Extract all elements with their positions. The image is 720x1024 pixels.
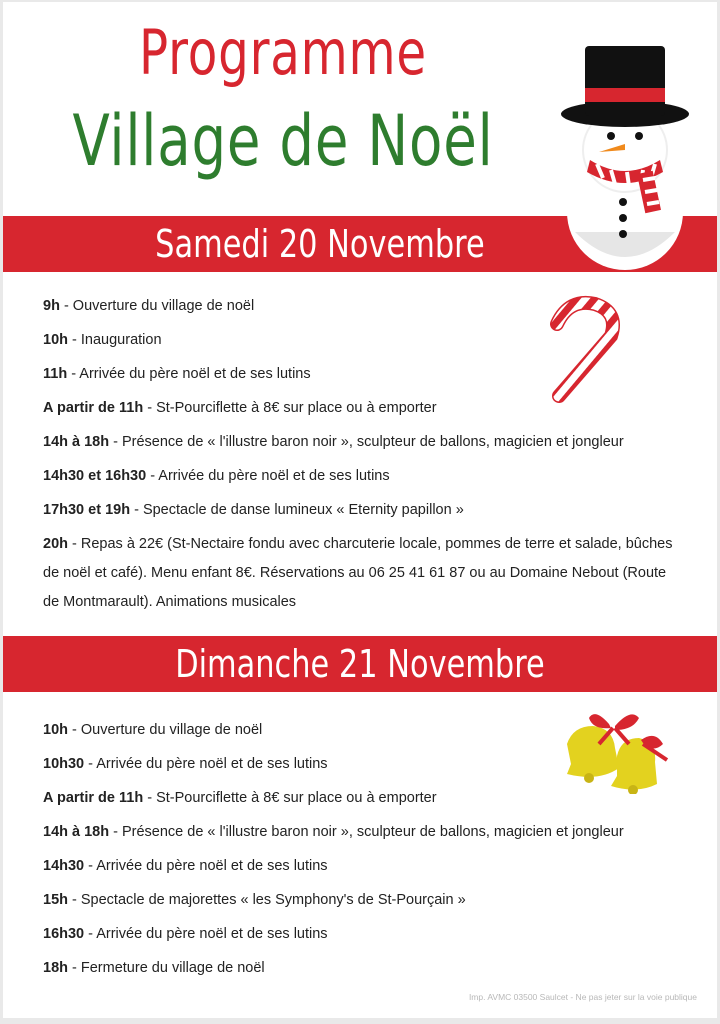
item-time: 18h bbox=[43, 960, 68, 976]
day1-item bbox=[43, 298, 254, 314]
day2-item bbox=[43, 824, 624, 840]
item-text: - Arrivée du père noël et de ses lutins bbox=[146, 468, 390, 484]
item-text: - Arrivée du père noël et de ses lutins bbox=[84, 756, 328, 772]
item-time: 14h à 18h bbox=[43, 434, 110, 450]
day1-item bbox=[43, 502, 464, 518]
snowman-icon bbox=[555, 32, 695, 272]
candy-cane-icon bbox=[539, 294, 629, 404]
day1-item bbox=[43, 530, 683, 617]
footer-imprint: Imp. AVMC 03500 Saulcet - Ne pas jeter sur la voie publique bbox=[468, 992, 697, 1002]
day1-item bbox=[43, 468, 390, 484]
item-time: 14h30 et 16h30 bbox=[43, 468, 147, 484]
poster bbox=[3, 2, 717, 1018]
item-time: A partir de 11h bbox=[43, 790, 144, 806]
item-time: 17h30 et 19h bbox=[43, 502, 131, 518]
item-text: - St-Pourciflette à 8€ sur place ou à emporter bbox=[143, 790, 437, 806]
day2-item bbox=[43, 960, 265, 976]
day2-item bbox=[43, 722, 262, 738]
item-time: 14h30 bbox=[43, 858, 85, 874]
title-programme: Programme bbox=[139, 16, 427, 89]
item-text: - Spectacle de danse lumineux « Eternity papillon » bbox=[130, 502, 464, 518]
day2-heading: Dimanche 21 Novembre bbox=[175, 642, 545, 686]
day2-heading-band bbox=[3, 636, 717, 692]
day2-item bbox=[43, 892, 466, 908]
item-text: - Repas à 22€ (St-Nectaire fondu avec charcuterie locale, pommes de terre et salade, bûches de noël et café). Menu enfant 8€. Réservations au 06 25 41 61 87 ou au Domaine Nebout (Route de Montmarault). Animations musicales bbox=[43, 536, 673, 610]
item-time: 10h30 bbox=[43, 756, 85, 772]
item-text: - Inauguration bbox=[68, 332, 162, 348]
day1-item bbox=[43, 400, 437, 416]
item-time: A partir de 11h bbox=[43, 400, 144, 416]
day2-item bbox=[43, 926, 328, 942]
item-text: - St-Pourciflette à 8€ sur place ou à emporter bbox=[143, 400, 437, 416]
item-text: - Arrivée du père noël et de ses lutins bbox=[67, 366, 311, 382]
item-time: 9h bbox=[43, 298, 60, 314]
item-time: 14h à 18h bbox=[43, 824, 110, 840]
day2-item bbox=[43, 790, 437, 806]
item-time: 15h bbox=[43, 892, 68, 908]
title-village-de-noel: Village de Noël bbox=[72, 100, 494, 182]
item-time: 10h bbox=[43, 722, 68, 738]
day1-item bbox=[43, 366, 311, 382]
item-text: - Arrivée du père noël et de ses lutins bbox=[84, 858, 328, 874]
item-text: - Arrivée du père noël et de ses lutins bbox=[84, 926, 328, 942]
day1-item bbox=[43, 332, 162, 348]
item-text: - Spectacle de majorettes « les Symphony's de St-Pourçain » bbox=[68, 892, 466, 908]
item-time: 11h bbox=[43, 366, 68, 382]
item-text: - Présence de « l'illustre baron noir », sculpteur de ballons, magicien et jongleur bbox=[109, 434, 624, 450]
item-time: 16h30 bbox=[43, 926, 85, 942]
day1-heading: Samedi 20 Novembre bbox=[155, 222, 485, 266]
item-text: - Ouverture du village de noël bbox=[68, 722, 263, 738]
day1-item bbox=[43, 434, 624, 450]
day2-item bbox=[43, 858, 328, 874]
item-text: - Ouverture du village de noël bbox=[59, 298, 255, 314]
item-text: - Présence de « l'illustre baron noir », sculpteur de ballons, magicien et jongleur bbox=[109, 824, 624, 840]
item-text: - Fermeture du village de noël bbox=[68, 960, 265, 976]
item-time: 10h bbox=[43, 332, 68, 348]
day2-item bbox=[43, 756, 328, 772]
item-time: 20h bbox=[43, 536, 68, 552]
bells-icon bbox=[559, 704, 675, 794]
